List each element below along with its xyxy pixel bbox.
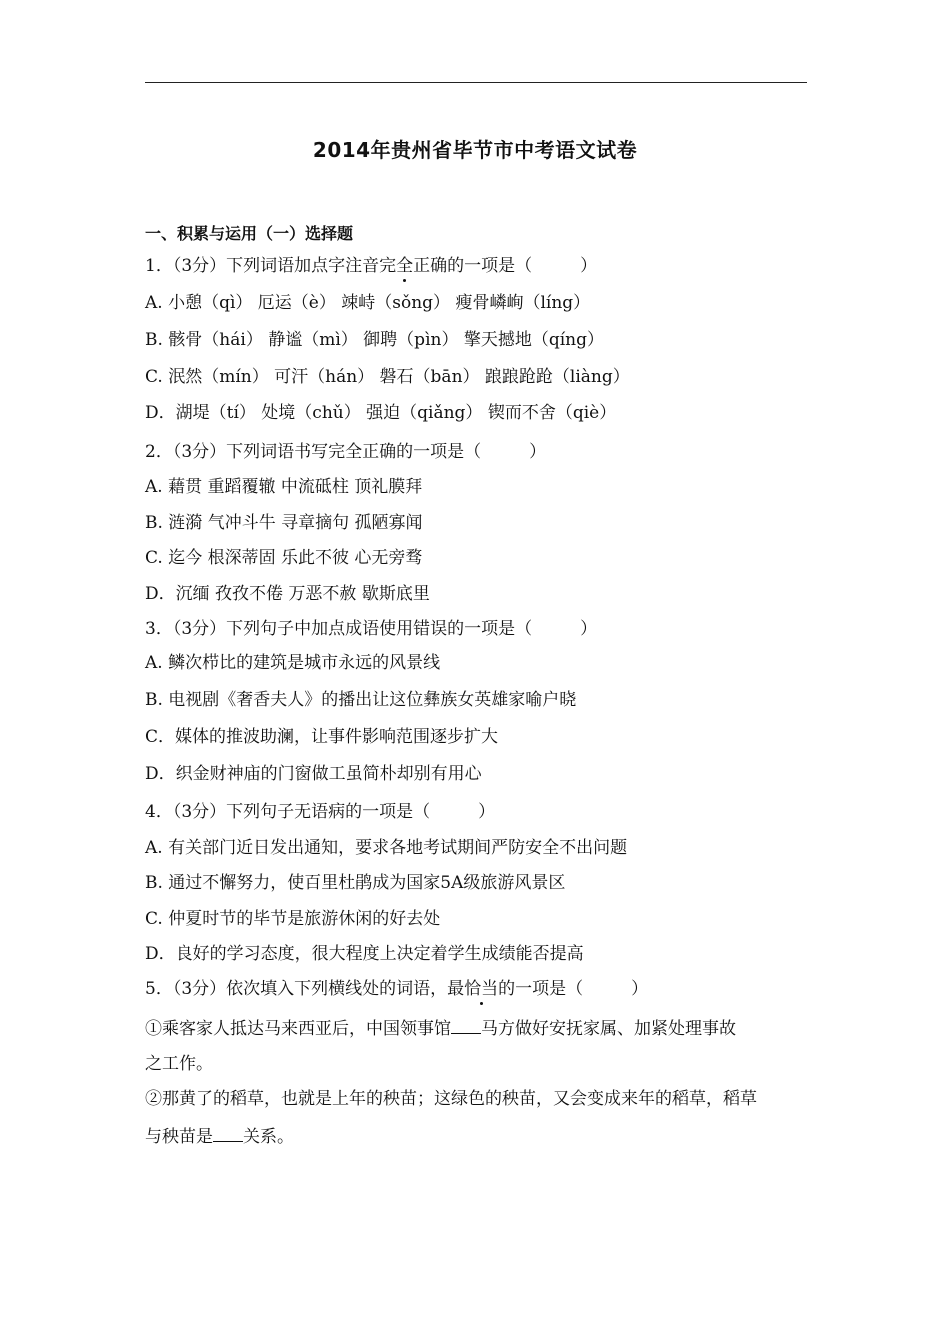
q5-s2-text: 关系。 (243, 1127, 294, 1147)
q5-stem-part: 5．（3分）依次填入下列横线处的词语，最 (145, 979, 465, 999)
q3-option-a: A. 鳞次栉比的建筑是城市永远的风景线 (145, 653, 441, 673)
q3-option-c: C．媒体的推波助澜，让事件影响范围逐步扩大 (145, 727, 499, 747)
q5-s1-text: 马方做好安抚家属、加紧处理事故 (481, 1019, 736, 1039)
question-2-stem (145, 441, 546, 463)
section-heading: 一、积累与运用（一）选择题 (145, 224, 354, 243)
q1-option-d: D．湖堤（tí） 处境（chǔ） 强迫（qiǎng） 锲而不舍（qiè） (145, 403, 617, 423)
header-rule (145, 82, 807, 83)
q5-dotted-word: 恰当 (464, 979, 499, 999)
q5-sentence-1-cont: 之工作。 (145, 1054, 213, 1074)
q3-option-d: D．织金财神庙的门窗做工虽简朴却别有用心 (145, 764, 482, 784)
q2-option-b: B. 涟漪 气冲斗牛 寻章摘句 孤陋寡闻 (145, 513, 423, 533)
q5-sentence-2: ②那黄了的稻草，也就是上年的秧苗；这绿色的秧苗，又会变成来年的稻草，稻草 (145, 1089, 757, 1109)
q4-stem-text: 4．（3分）下列句子无语病的一项是（ (145, 802, 431, 822)
q1-option-a: A. 小憩（qì） 厄运（è） 竦峙（sǒng） 瘦骨嶙峋（líng） (145, 293, 591, 313)
q2-option-d: D．沉缅 孜孜不倦 万恶不赦 歇斯底里 (145, 584, 430, 604)
page-title: 2014年贵州省毕节市中考语文试卷 (312, 138, 638, 162)
q5-s2-text: 与秧苗是 (145, 1127, 213, 1147)
question-3-stem (145, 618, 597, 640)
q5-stem-part: 的一项是（ (498, 979, 584, 999)
q4-option-c: C. 仲夏时节的毕节是旅游休闲的好去处 (145, 909, 441, 929)
q5-s1-text: ①乘客家人抵达马来西亚后，中国领事馆 (145, 1019, 451, 1039)
q3-option-b: B. 电视剧《奢香夫人》的播出让这位彝族女英雄家喻户晓 (145, 690, 577, 710)
q1-close-paren: ） (580, 256, 598, 276)
q1-stem-part: 1．（3分）下列词语加点字注音完 (145, 256, 397, 276)
q4-option-d: D．良好的学习态度，很大程度上决定着学生成绩能否提高 (145, 944, 584, 964)
q2-close-paren: ） (529, 442, 547, 462)
q2-option-c: C. 迄今 根深蒂固 乐此不彼 心无旁骛 (145, 548, 423, 568)
q1-option-c: C. 泯然（mín） 可汗（hán） 磐石（bān） 踉踉跄跄（liàng） (145, 367, 630, 387)
q3-stem-text: 3．（3分）下列句子中加点成语使用错误的一项是（ (145, 619, 533, 639)
q4-close-paren: ） (478, 802, 496, 822)
q1-stem-part: 正确的一项是（ (413, 256, 533, 276)
fill-in-blank[interactable] (451, 1017, 481, 1034)
q4-option-a: A. 有关部门近日发出通知，要求各地考试期间严防安全不出问题 (145, 838, 628, 858)
q5-close-paren: ） (631, 979, 649, 999)
q3-close-paren: ） (580, 619, 598, 639)
question-4-stem (145, 801, 495, 823)
question-5-stem (145, 978, 648, 1000)
question-1-stem (145, 255, 597, 277)
q1-dotted-word: 全 (396, 256, 414, 276)
q5-sentence-1 (145, 1017, 736, 1040)
q2-option-a: A. 藉贯 重蹈覆辙 中流砥柱 顶礼膜拜 (145, 477, 423, 497)
q4-option-b: B. 通过不懈努力，使百里杜鹃成为国家5A级旅游风景区 (145, 873, 566, 893)
q2-stem-text: 2．（3分）下列词语书写完全正确的一项是（ (145, 442, 482, 462)
q1-option-b: B. 骸骨（hái） 静谧（mì） 御聘（pìn） 擎天撼地（qíng） (145, 330, 605, 350)
fill-in-blank[interactable] (213, 1125, 243, 1142)
q5-sentence-2-cont (145, 1125, 294, 1148)
